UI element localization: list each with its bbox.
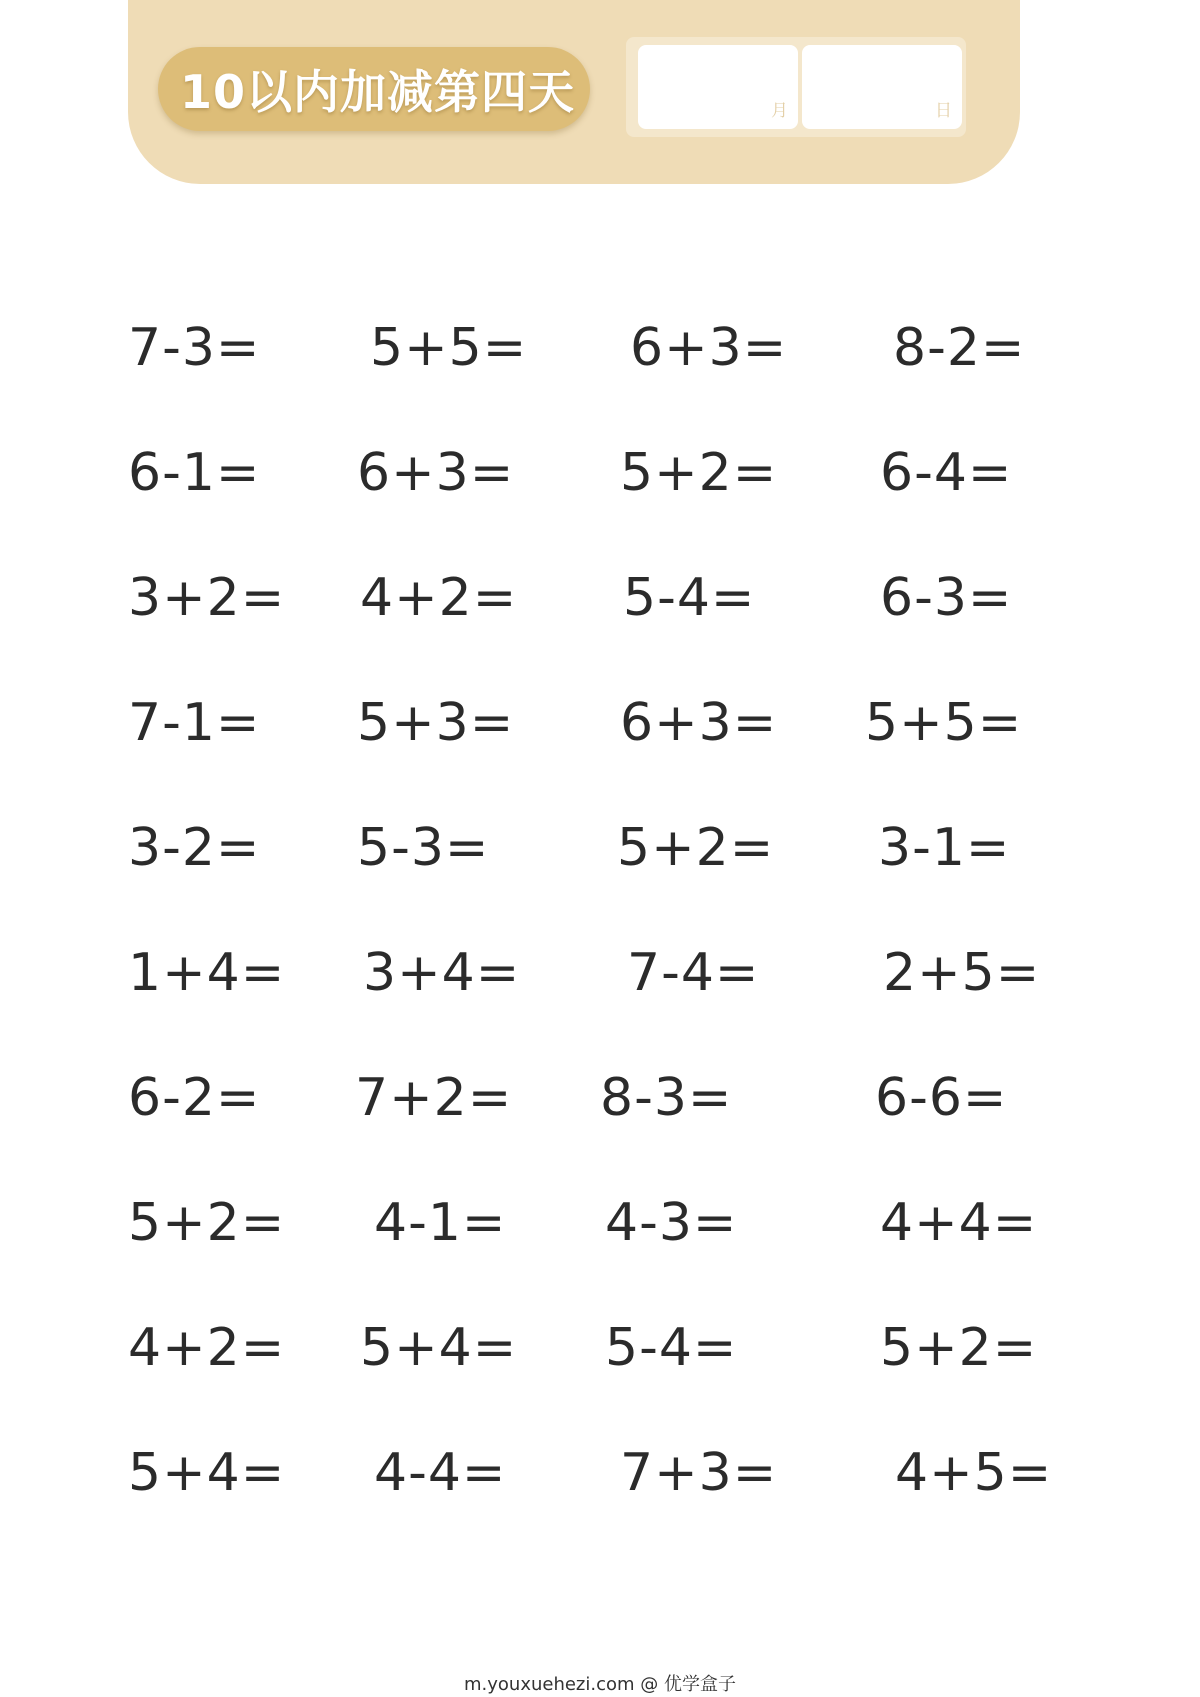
worksheet-title: 10以内加减第四天 xyxy=(180,65,576,119)
problem-r1-c2: 5+5= xyxy=(370,318,528,378)
problem-r8-c2: 4-1= xyxy=(374,1193,507,1253)
day-label: 日 xyxy=(935,101,952,121)
problem-r5-c2: 5-3= xyxy=(357,818,490,878)
footer-credit: m.youxuehezi.com @ 优学盒子 xyxy=(463,1674,736,1695)
problem-r8-c4: 4+4= xyxy=(880,1193,1038,1253)
problem-r5-c1: 3-2= xyxy=(128,818,261,878)
problem-r7-c1: 6-2= xyxy=(128,1068,261,1128)
problem-r3-c3: 5-4= xyxy=(623,568,756,628)
problem-r3-c1: 3+2= xyxy=(128,568,286,628)
problem-r9-c1: 4+2= xyxy=(128,1318,286,1378)
problem-r7-c3: 8-3= xyxy=(600,1068,733,1128)
problem-r4-c2: 5+3= xyxy=(357,693,515,753)
problem-r10-c3: 7+3= xyxy=(620,1443,778,1503)
problem-r4-c1: 7-1= xyxy=(128,693,261,753)
problem-r6-c3: 7-4= xyxy=(627,943,760,1003)
problem-r1-c4: 8-2= xyxy=(893,318,1026,378)
problem-r6-c1: 1+4= xyxy=(128,943,286,1003)
problem-r10-c4: 4+5= xyxy=(895,1443,1053,1503)
problem-r9-c2: 5+4= xyxy=(360,1318,518,1378)
problem-r5-c3: 5+2= xyxy=(617,818,775,878)
problem-r2-c1: 6-1= xyxy=(128,443,261,503)
problem-r5-c4: 3-1= xyxy=(878,818,1011,878)
problem-r1-c1: 7-3= xyxy=(128,318,261,378)
problem-r8-c3: 4-3= xyxy=(605,1193,738,1253)
problem-r2-c4: 6-4= xyxy=(880,443,1013,503)
problem-r10-c2: 4-4= xyxy=(374,1443,507,1503)
problem-r8-c1: 5+2= xyxy=(128,1193,286,1253)
problem-r9-c3: 5-4= xyxy=(605,1318,738,1378)
problem-r7-c4: 6-6= xyxy=(875,1068,1008,1128)
month-label: 月 xyxy=(771,101,788,121)
problem-r4-c3: 6+3= xyxy=(620,693,778,753)
problem-r7-c2: 7+2= xyxy=(355,1068,513,1128)
problem-r2-c2: 6+3= xyxy=(357,443,515,503)
problem-r3-c4: 6-3= xyxy=(880,568,1013,628)
problem-r4-c4: 5+5= xyxy=(865,693,1023,753)
problem-r10-c1: 5+4= xyxy=(128,1443,286,1503)
problem-r6-c4: 2+5= xyxy=(883,943,1041,1003)
problem-r1-c3: 6+3= xyxy=(630,318,788,378)
problem-r6-c2: 3+4= xyxy=(363,943,521,1003)
problem-r3-c2: 4+2= xyxy=(360,568,518,628)
problem-r9-c4: 5+2= xyxy=(880,1318,1038,1378)
problem-r2-c3: 5+2= xyxy=(620,443,778,503)
